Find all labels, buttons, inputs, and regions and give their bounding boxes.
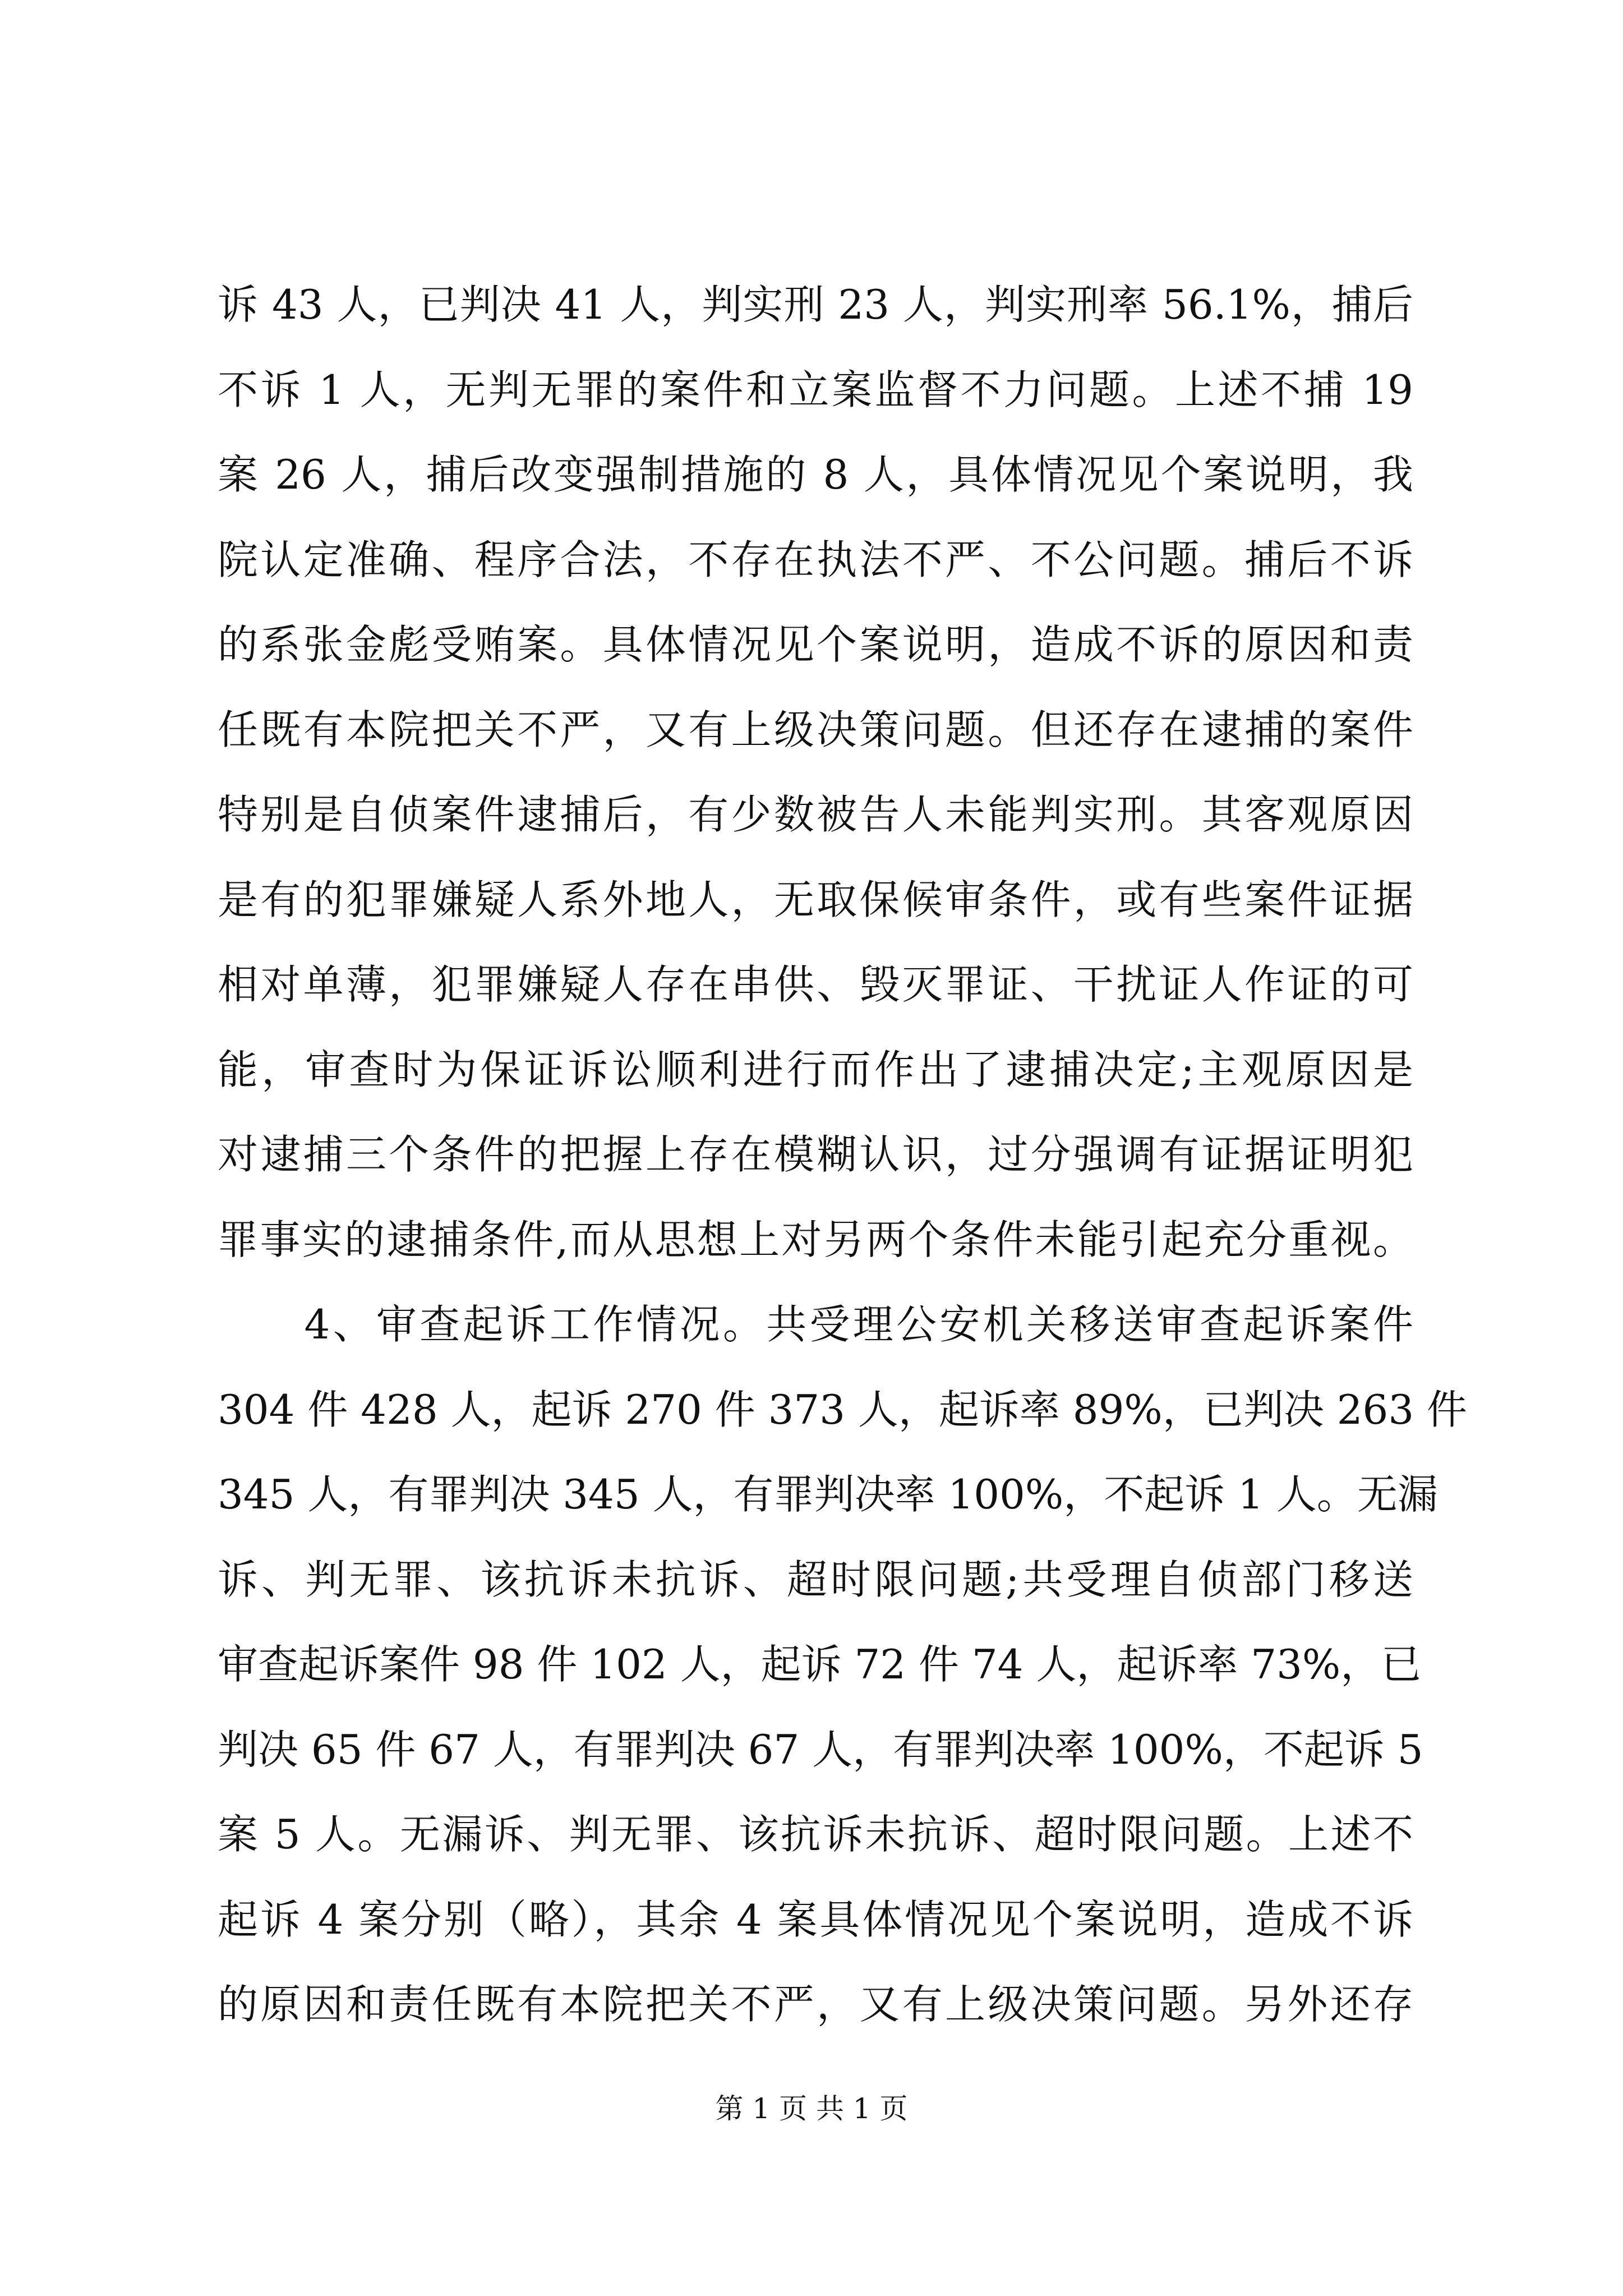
page-number-footer: 第 1 页 共 1 页 bbox=[715, 2092, 908, 2125]
document-body bbox=[218, 263, 1468, 2047]
text-line: 的系张金彪受贿案。具体情况见个案说明，造成不诉的原因和责 bbox=[218, 621, 1413, 668]
paragraph-end-line: 罪事实的逮捕条件,而从思想上对另两个条件未能引起充分重视。 bbox=[218, 1216, 1413, 1263]
text-line: 不诉 1 人，无判无罪的案件和立案监督不力问题。上述不捕 19 bbox=[218, 366, 1413, 413]
text-line: 是有的犯罪嫌疑人系外地人，无取保候审条件，或有些案件证据 bbox=[218, 876, 1413, 923]
text-line: 院认定准确、程序合法，不存在执法不严、不公问题。捕后不诉 bbox=[218, 536, 1413, 583]
paragraph-start-line: 4、审查起诉工作情况。共受理公安机关移送审查起诉案件 bbox=[218, 1301, 1413, 1348]
text-line: 诉、判无罪、该抗诉未抗诉、超时限问题;共受理自侦部门移送 bbox=[218, 1556, 1413, 1603]
text-line: 的原因和责任既有本院把关不严，又有上级决策问题。另外还存 bbox=[218, 1981, 1413, 2028]
text-line: 案 5 人。无漏诉、判无罪、该抗诉未抗诉、超时限问题。上述不 bbox=[218, 1811, 1413, 1858]
text-line: 304 件 428 人，起诉 270 件 373 人，起诉率 89%，已判决 263 件 bbox=[218, 1386, 1468, 1433]
text-line: 判决 65 件 67 人，有罪判决 67 人，有罪判决率 100%，不起诉 5 bbox=[218, 1726, 1423, 1773]
text-line: 案 26 人，捕后改变强制措施的 8 人，具体情况见个案说明，我 bbox=[218, 451, 1413, 498]
text-line: 任既有本院把关不严，又有上级决策问题。但还存在逮捕的案件 bbox=[218, 706, 1413, 753]
text-line: 相对单薄，犯罪嫌疑人存在串供、毁灭罪证、干扰证人作证的可 bbox=[218, 961, 1413, 1008]
text-line: 审查起诉案件 98 件 102 人，起诉 72 件 74 人，起诉率 73%，已 bbox=[218, 1641, 1422, 1688]
text-line: 诉 43 人，已判决 41 人，判实刑 23 人，判实刑率 56.1%，捕后 bbox=[218, 281, 1413, 328]
text-line: 345 人，有罪判决 345 人，有罪判决率 100%，不起诉 1 人。无漏 bbox=[218, 1471, 1438, 1518]
text-line: 特别是自侦案件逮捕后，有少数被告人未能判实刑。其客观原因 bbox=[218, 791, 1413, 838]
text-line: 能，审查时为保证诉讼顺利进行而作出了逮捕决定;主观原因是 bbox=[218, 1046, 1413, 1093]
text-line: 起诉 4 案分别（略），其余 4 案具体情况见个案说明，造成不诉 bbox=[218, 1895, 1413, 1943]
text-line: 对逮捕三个条件的把握上存在模糊认识，过分强调有证据证明犯 bbox=[218, 1131, 1413, 1178]
